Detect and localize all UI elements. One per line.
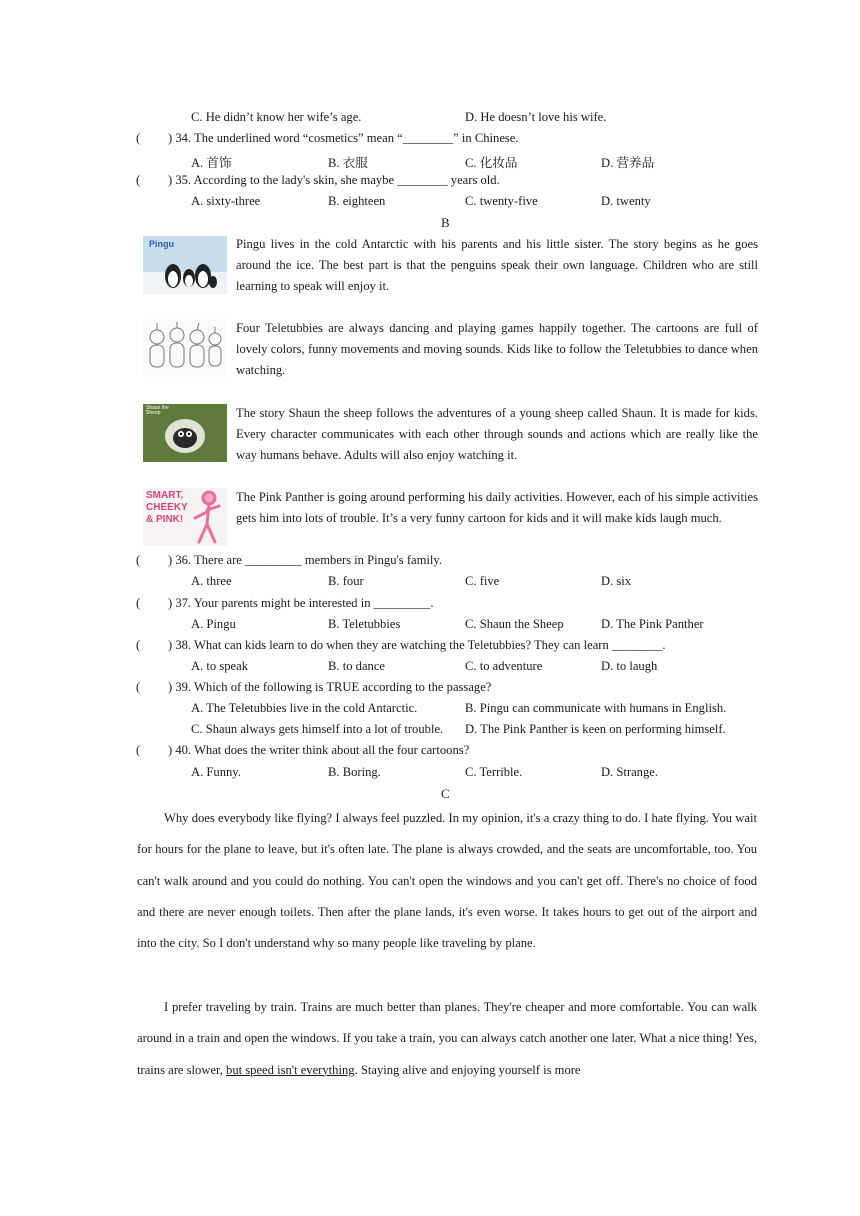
shaun-logo-text: Shaun the Sheep <box>146 405 169 416</box>
passage-c-p2-end: . Staying alive and enjoying yourself is more <box>354 1062 581 1077</box>
q40-option-a: A. Funny. <box>191 765 241 779</box>
pingu-image <box>143 236 227 294</box>
teletubbies-image <box>143 319 227 377</box>
q34-option-b: B. 衣服 <box>328 156 368 170</box>
q34-stem: ) 34. The underlined word “cosmetics” mean “________” in Chinese. <box>168 131 519 145</box>
q35-option-b: B. eighteen <box>328 194 386 208</box>
q35-stem: ) 35. According to the lady's skin, she maybe ________ years old. <box>168 173 500 187</box>
q37-option-d: D. The Pink Panther <box>601 617 704 631</box>
q39-option-a: A. The Teletubbies live in the cold Antarctic. <box>191 701 418 715</box>
shaun-image <box>143 404 227 462</box>
q34-option-c: C. 化妆品 <box>465 156 518 170</box>
q35-option-c: C. twenty-five <box>465 194 538 208</box>
q36-stem: ) 36. There are _________ members in Pingu's family. <box>168 553 443 567</box>
q40-option-c: C. Terrible. <box>465 765 523 779</box>
q37-answer-paren: ( <box>136 596 141 610</box>
q37-option-a: A. Pingu <box>191 617 236 631</box>
q34-option-d: D. 营养品 <box>601 156 655 170</box>
section-b-heading: B <box>441 215 450 230</box>
card-teletubbies-text: Four Teletubbies are always dancing and playing games happily together. The cartoons are full of lovely colors, funny movements and moving sounds. Kids like to follow the Teletubbies to dance when watching. <box>236 321 758 377</box>
q39-option-d: D. The Pink Panther is keen on performing himself. <box>465 722 726 736</box>
pink-panther-logo-text: SMART, CHEEKY & PINK! <box>146 490 188 525</box>
q34-option-a: A. 首饰 <box>191 156 232 170</box>
q38-answer-paren: ( <box>136 638 141 652</box>
q36-option-d: D. six <box>601 574 632 588</box>
q40-stem: ) 40. What does the writer think about all the four cartoons? <box>168 743 470 757</box>
q40-answer-paren: ( <box>136 743 141 757</box>
section-c-heading: C <box>441 786 450 801</box>
q38-stem: ) 38. What can kids learn to do when they are watching the Teletubbies? They can learn ________. <box>168 638 666 652</box>
q39-answer-paren: ( <box>136 680 141 694</box>
q36-option-c: C. five <box>465 574 500 588</box>
q34-answer-paren: ( <box>136 131 160 145</box>
q36-option-b: B. four <box>328 574 364 588</box>
q37-stem: ) 37. Your parents might be interested in _________. <box>168 596 434 610</box>
q36-option-a: A. three <box>191 574 232 588</box>
q39-stem: ) 39. Which of the following is TRUE according to the passage? <box>168 680 492 694</box>
q37-option-b: B. Teletubbies <box>328 617 401 631</box>
q33-option-d: D. He doesn’t love his wife. <box>465 110 607 124</box>
q35-answer-paren: ( <box>136 173 141 187</box>
q38-option-d: D. to laugh <box>601 659 658 673</box>
q38-option-c: C. to adventure <box>465 659 543 673</box>
card-pink-panther-text: The Pink Panther is going around performing his daily activities. However, each of his simple activities gets him into lots of trouble. It’s a very funny cartoon for kids and it will make kids laugh much. <box>236 490 758 525</box>
passage-c-p2-start: I prefer traveling by train. Trains are much better than planes. They're cheaper and more comfortable. You can walk around in a train and open the windows. If you take a train, you can always catch another one later. What a nice thing! Yes, trains are slower, <box>137 1000 757 1077</box>
pingu-logo-text: Pingu <box>149 239 174 249</box>
q40-option-b: B. Boring. <box>328 765 381 779</box>
card-pingu-text: Pingu lives in the cold Antarctic with his parents and his little sister. The story begins as he goes around the ice. The best part is that the penguins speak their own language. Children who are still learning to speak will enjoy it. <box>236 237 758 293</box>
q39-option-b: B. Pingu can communicate with humans in English. <box>465 701 727 715</box>
passage-c-underlined-phrase: but speed isn't everything <box>226 1062 355 1077</box>
q38-option-b: B. to dance <box>328 659 386 673</box>
q39-option-c: C. Shaun always gets himself into a lot of trouble. <box>191 722 444 736</box>
q33-option-c: C. He didn’t know her wife’s age. <box>191 110 362 124</box>
q35-option-a: A. sixty-three <box>191 194 261 208</box>
q35-option-d: D. twenty <box>601 194 651 208</box>
passage-c-paragraph-2 <box>137 992 757 1086</box>
pink-panther-image <box>143 488 227 546</box>
passage-c-paragraph-1: Why does everybody like flying? I always feel puzzled. In my opinion, it's a crazy thing to do. I hate flying. You wait for hours for the plane to leave, but it's often late. The plane is always crowded, and the seats are uncomfortable, too. You can't walk around and you could do nothing. You can't open the windows and you can't get off. There's no choice of food and there are never enough toilets. Then after the plane lands, it's even worse. It takes hours to get out of the airport and into the city. So I don't understand why so many people like traveling by plane. <box>137 811 757 951</box>
q40-option-d: D. Strange. <box>601 765 659 779</box>
q38-option-a: A. to speak <box>191 659 249 673</box>
q36-answer-paren: ( <box>136 553 141 567</box>
q37-option-c: C. Shaun the Sheep <box>465 617 564 631</box>
card-shaun-text: The story Shaun the sheep follows the adventures of a young sheep called Shaun. It is made for kids. Every character communicates with each other through sounds and actions which are really like the way humans behave. Adults will also enjoy watching it. <box>236 406 758 462</box>
